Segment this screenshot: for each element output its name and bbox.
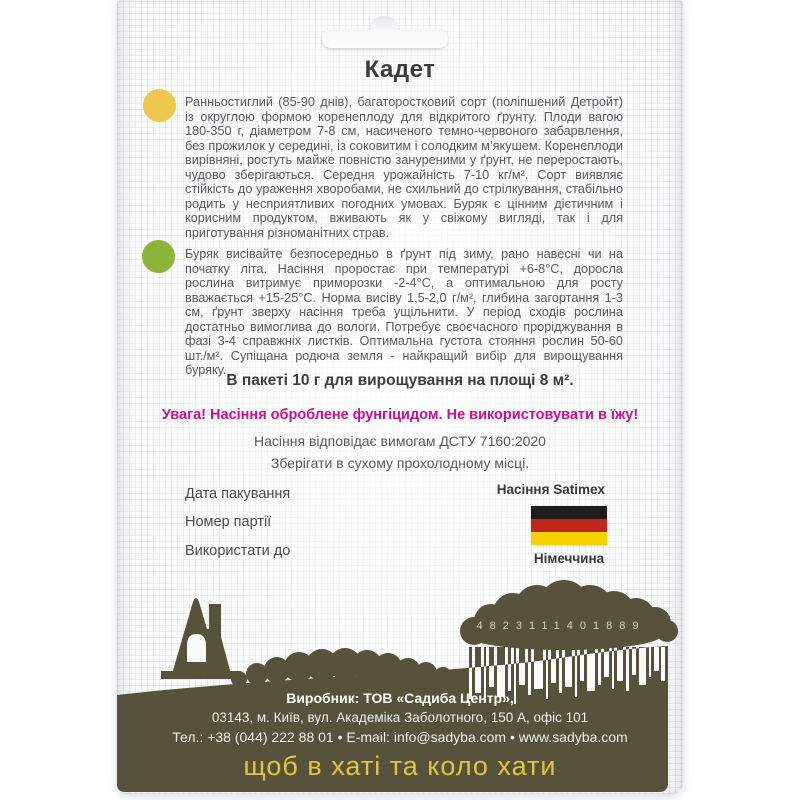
flag-stripe-gold	[531, 532, 607, 545]
barcode-number: 4823111401889	[476, 620, 646, 632]
house-arch-window	[187, 634, 206, 662]
field-packing-date: Дата пакування	[185, 486, 291, 502]
brand-slogan: щоб в хаті та коло хати	[243, 751, 557, 781]
producer-contacts: Тел.: +38 (044) 222 88 01 • E-mail: info@sadyba.com • www.sadyba.com	[172, 729, 628, 745]
germany-flag-icon	[531, 506, 607, 545]
standard-compliance: Насіння відповідає вимогам ДСТУ 7160:2020	[254, 433, 546, 449]
seed-brand-label: Насіння Satimex	[496, 482, 605, 497]
flag-stripe-red	[531, 519, 607, 532]
producer-address: 03143, м. Київ, вул. Академіка Заболотного, 150 А, офіс 101	[211, 710, 589, 725]
country-of-origin: Німеччина	[533, 551, 605, 566]
field-use-before: Використати до	[185, 543, 291, 559]
variety-description: Ранньостиглий (85-90 днів), багаторостковий сорт (поліпшений Детройт) із округлою формою коренеплоду для відкритого ґрунту. Плоди вагою 180-350 г, діаметром 7-8 см, насиченого темно-червоного забарвлення, без прожилок у середині, із соковитим і солодким м’якушем. Коренеплоди вирівняні, ростуть майже повністю зануреними у ґрунт, не переростають, чудово зберігаються. Середня урожайність 7-10 кг/м². Сорт виявляє стійкість до ураження хворобами, не схильний до стрілкування, стабільно родить у несприятливих погодних умовах. Буряк є цінним дієтичним і корисним продуктом, вживають як у свіжому вигляді, так і для приготування різноманітних страв.	[185, 95, 623, 240]
description-bullet-icon	[143, 89, 176, 122]
field-batch-number: Номер партії	[185, 514, 272, 530]
fungicide-warning: Увага! Насіння оброблене фунгіцидом. Не використовувати в їжу!	[161, 407, 639, 423]
tree-canopy-silhouette	[460, 580, 678, 650]
sowing-bullet-icon	[142, 240, 175, 273]
producer-name: Виробник: ТОВ «Садиба Центр»,	[286, 690, 514, 706]
storage-note: Зберігати в сухому прохолодному місці.	[270, 455, 530, 471]
pack-weight-info: В пакеті 10 г для вирощування на площі 8 м².	[226, 372, 574, 389]
sowing-instructions: Буряк висівайте безпосередньо в ґрунт під зиму, рано навесні чи на початку літа. Насіння проростає при температурі +6-8°С, доросла рослина витримує приморозки -2-4°С, а оптимальною для росту вважається +15-25°С. Норма висіву 1,5-2,0 г/м², глибина загортання 1-3 см, ґрунт зверху насіння треба ущільнити. У період сходів рослина достатньо вимоглива до вологи. Потребує своєчасного проріджування в фазі 3-4 справжніх листків. Оптимальна густота стояння рослин 50-60 шт./м². Супіщана родюча земля - найкращий вибір для вирощування буряку.	[185, 247, 623, 377]
flag-stripe-black	[531, 506, 607, 519]
euro-slot-hole-icon	[320, 16, 450, 56]
seed-packet-back	[117, 0, 683, 794]
variety-title: Кадет	[364, 56, 436, 83]
